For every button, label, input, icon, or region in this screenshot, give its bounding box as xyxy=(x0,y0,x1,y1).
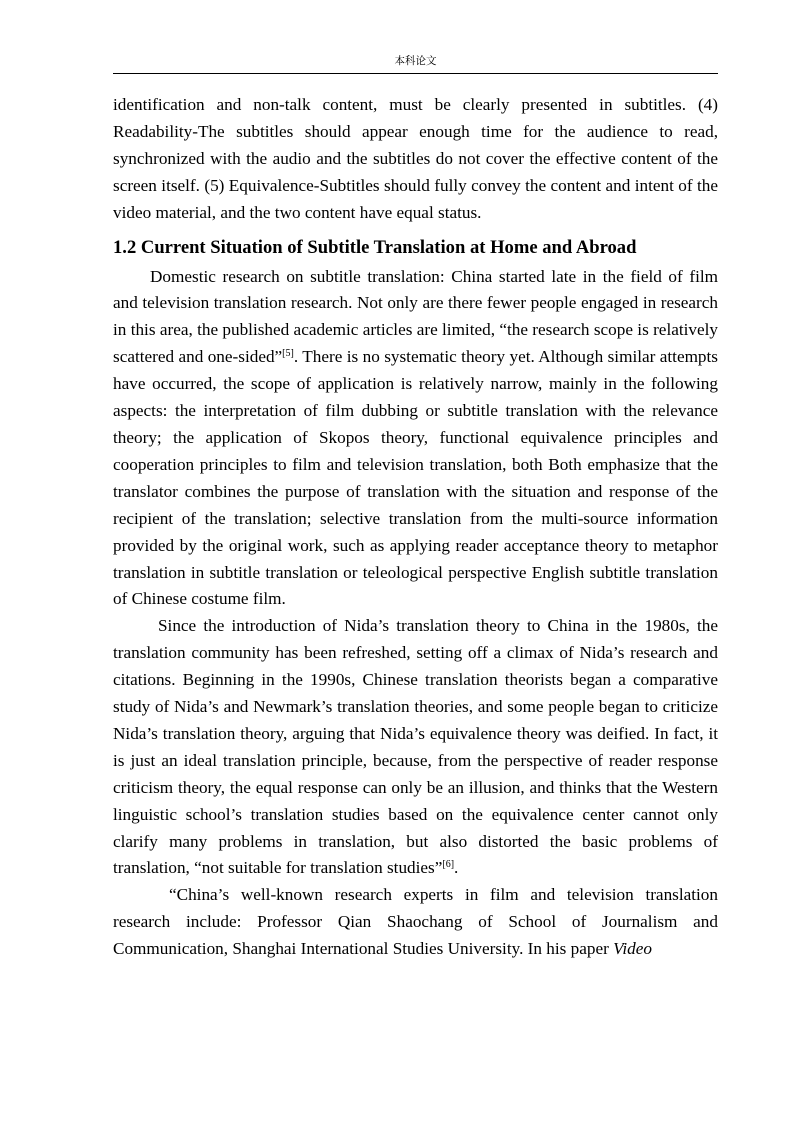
paragraph-continued: identification and non-talk content, must be clearly presented in subtitles. (4) Readability-The subtitles should appear enough time for the audience to read, synchronized with the audio and the subtitles do not cover the effective content of the screen itself. (5) Equivalence-Subtitles should fully convey the content and intent of the video material, and the two content have equal status. xyxy=(113,95,718,222)
page-body xyxy=(113,92,718,963)
italic-title: Video xyxy=(613,939,652,959)
citation: [5] xyxy=(282,348,294,360)
paragraph-domestic-research xyxy=(113,264,718,614)
page-header: 本科论文 xyxy=(394,55,437,67)
paragraph-text: . xyxy=(454,858,459,878)
citation: [6] xyxy=(442,859,455,871)
paragraph-text: “China’s well-known research experts in film and television translation research include: Professor Qian Shaochang of School of Journalism and Communication, Shanghai International Studies University. In his paper xyxy=(113,885,718,959)
paragraph-text: Since the introduction of Nida’s translation theory to China in the 1980s, the translation community has been refreshed, setting off a climax of Nida’s research and citations. Beginning in the 1990s, Chinese translation theorists began a comparative study of Nida’s and Newmark’s translation theories, and some people began to criticize Nida’s translation theory, arguing that Nida’s equivalence theory was deified. In fact, it is just an ideal translation principle, because, from the perspective of reader response criticism theory, the equal response can only be an illusion, and thinks that the Western linguistic school’s translation studies based on the equivalence center cannot only clarify many problems in translation, but also distorted the basic problems of translation, “not suitable for translation studies” xyxy=(113,616,718,878)
header-rule xyxy=(113,73,718,74)
paragraph-research-experts xyxy=(113,882,718,963)
paragraph-nida-theory xyxy=(113,613,718,882)
paragraph-text: Domestic research on subtitle translation: China started late in the field of film and television translation research. Not only are there fewer people engaged in research in this area, the published academic articles are limited, “the research scope is relatively scattered and one-sided” xyxy=(113,266,718,367)
paragraph-text: . There is no systematic theory yet. Although similar attempts have occurred, the scope of application is relatively narrow, mainly in the following aspects: the interpretation of film dubbing or subtitle translation with the relevance theory; the application of Skopos theory, functional equivalence principles and cooperation principles to film and television translation, both Both emphasize that the translator combines the purpose of translation with the situation and response of the recipient of the translation; selective translation from the multi-source information provided by the original work, such as applying reader acceptance theory to metaphor translation in subtitle translation or teleological perspective English subtitle translation of Chinese costume film. xyxy=(113,347,718,609)
section-heading: 1.2 Current Situation of Subtitle Translation at Home and Abroad xyxy=(113,236,637,258)
